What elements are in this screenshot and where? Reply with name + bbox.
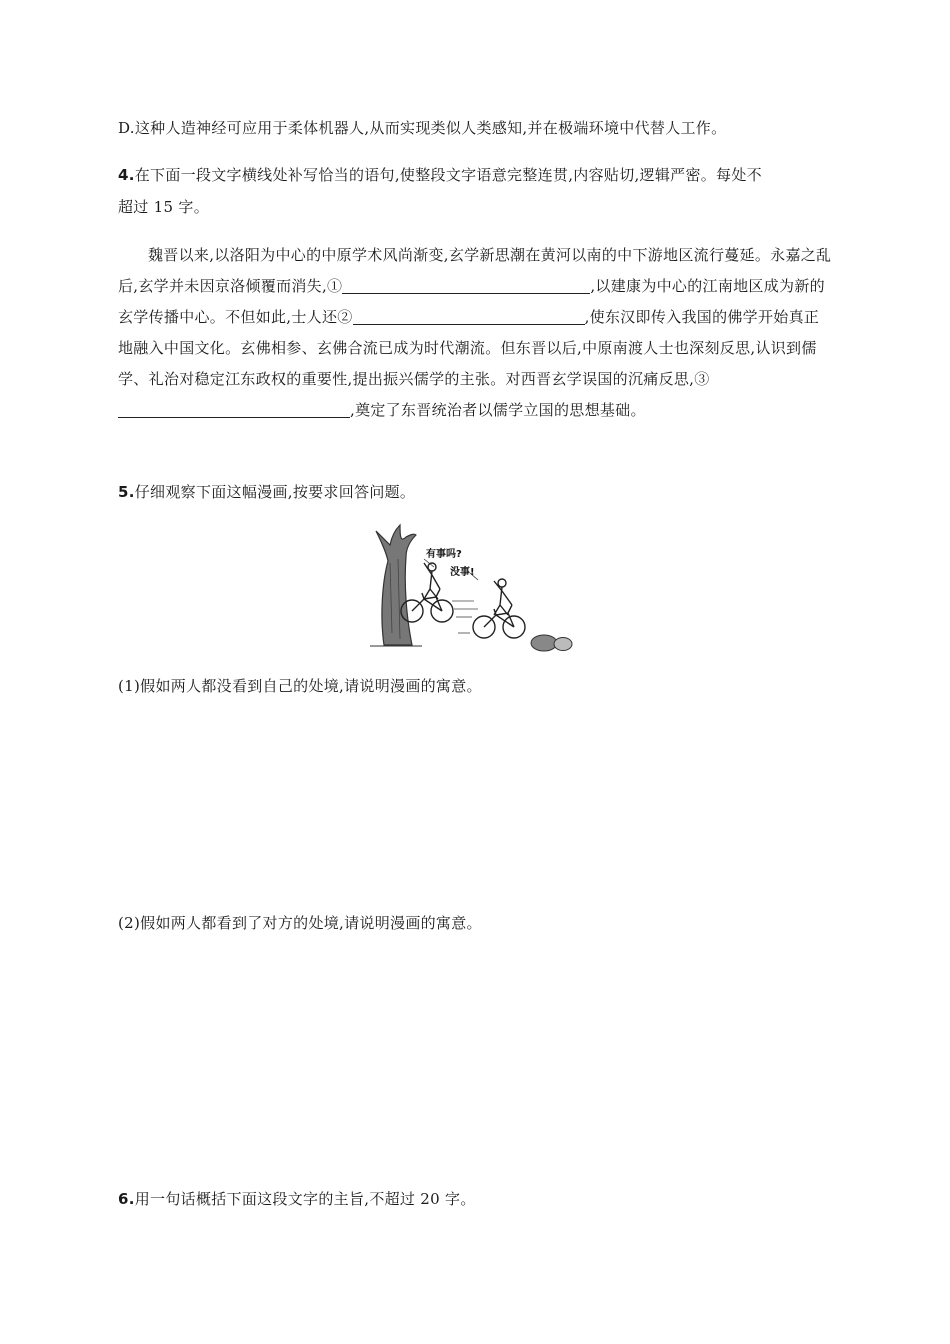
q6-prompt-text: 用一句话概括下面这段文字的主旨,不超过 20 字。 xyxy=(134,1190,476,1208)
blank-3-line[interactable] xyxy=(118,399,350,418)
q3-option-d: D.这种人造神经可应用于柔体机器人,从而实现类似人类感知,并在极端环境中代替人工作。 xyxy=(118,119,727,137)
q4-passage-part4: ,奠定了东晋统治者以儒学立国的思想基础。 xyxy=(350,401,646,419)
blank-2-line[interactable] xyxy=(353,306,585,325)
speed-lines xyxy=(452,601,478,633)
q5-sub1: (1)假如两人都没看到自己的处境,请说明漫画的寓意。 xyxy=(118,677,482,695)
q4-prompt-line2: 超过 15 字。 xyxy=(118,198,210,216)
speech-bubble-1: 有事吗? xyxy=(426,549,462,560)
q5-prompt xyxy=(118,481,415,502)
q5-number: 5. xyxy=(118,483,135,501)
speech-bubble-2: 没事! xyxy=(450,567,475,578)
blank-1-marker: ① xyxy=(327,277,343,295)
q4-passage-part1: 魏晋以来,以洛阳为中心的中原学术风尚渐变,玄学新思潮在黄河以南的中下游地区流行蔓延。永嘉之乱后,玄学并未因京洛倾覆而消失, xyxy=(118,246,832,295)
rock-1 xyxy=(531,635,557,651)
q4-prompt-line1 xyxy=(118,164,762,185)
q4-passage-part3: ,使东汉即传入我国的佛学开始真正地融入中国文化。玄佛相参、玄佛合流已成为时代潮流。但东晋以后,中原南渡人士也深刻反思,认识到儒学、礼治对稳定江东政权的重要性,提出振兴儒学的主张。对西晋玄学误国的沉痛反思, xyxy=(118,308,820,388)
q6-number: 6. xyxy=(118,1190,135,1208)
blank-3-marker: ③ xyxy=(694,370,710,388)
q4-number: 4. xyxy=(118,166,135,184)
blank-1-line[interactable] xyxy=(342,275,590,294)
blank-2-marker: ② xyxy=(337,308,353,326)
q4-prompt-text: 在下面一段文字横线处补写恰当的语句,使整段文字语意完整连贯,内容贴切,逻辑严密。每处不 xyxy=(134,166,762,184)
q4-passage-part2: ,以建康为中心的江南地区成为新的玄学传播中心。不但如此,士人还 xyxy=(118,277,825,326)
rock-2 xyxy=(554,638,572,651)
q4-passage xyxy=(118,240,833,426)
q5-prompt-text: 仔细观察下面这幅漫画,按要求回答问题。 xyxy=(134,483,416,501)
comic-illustration xyxy=(366,523,576,653)
q6-prompt xyxy=(118,1188,476,1209)
tree-trunk xyxy=(376,525,416,645)
bicycle-2 xyxy=(473,605,525,638)
q5-sub2: (2)假如两人都看到了对方的处境,请说明漫画的寓意。 xyxy=(118,914,482,932)
